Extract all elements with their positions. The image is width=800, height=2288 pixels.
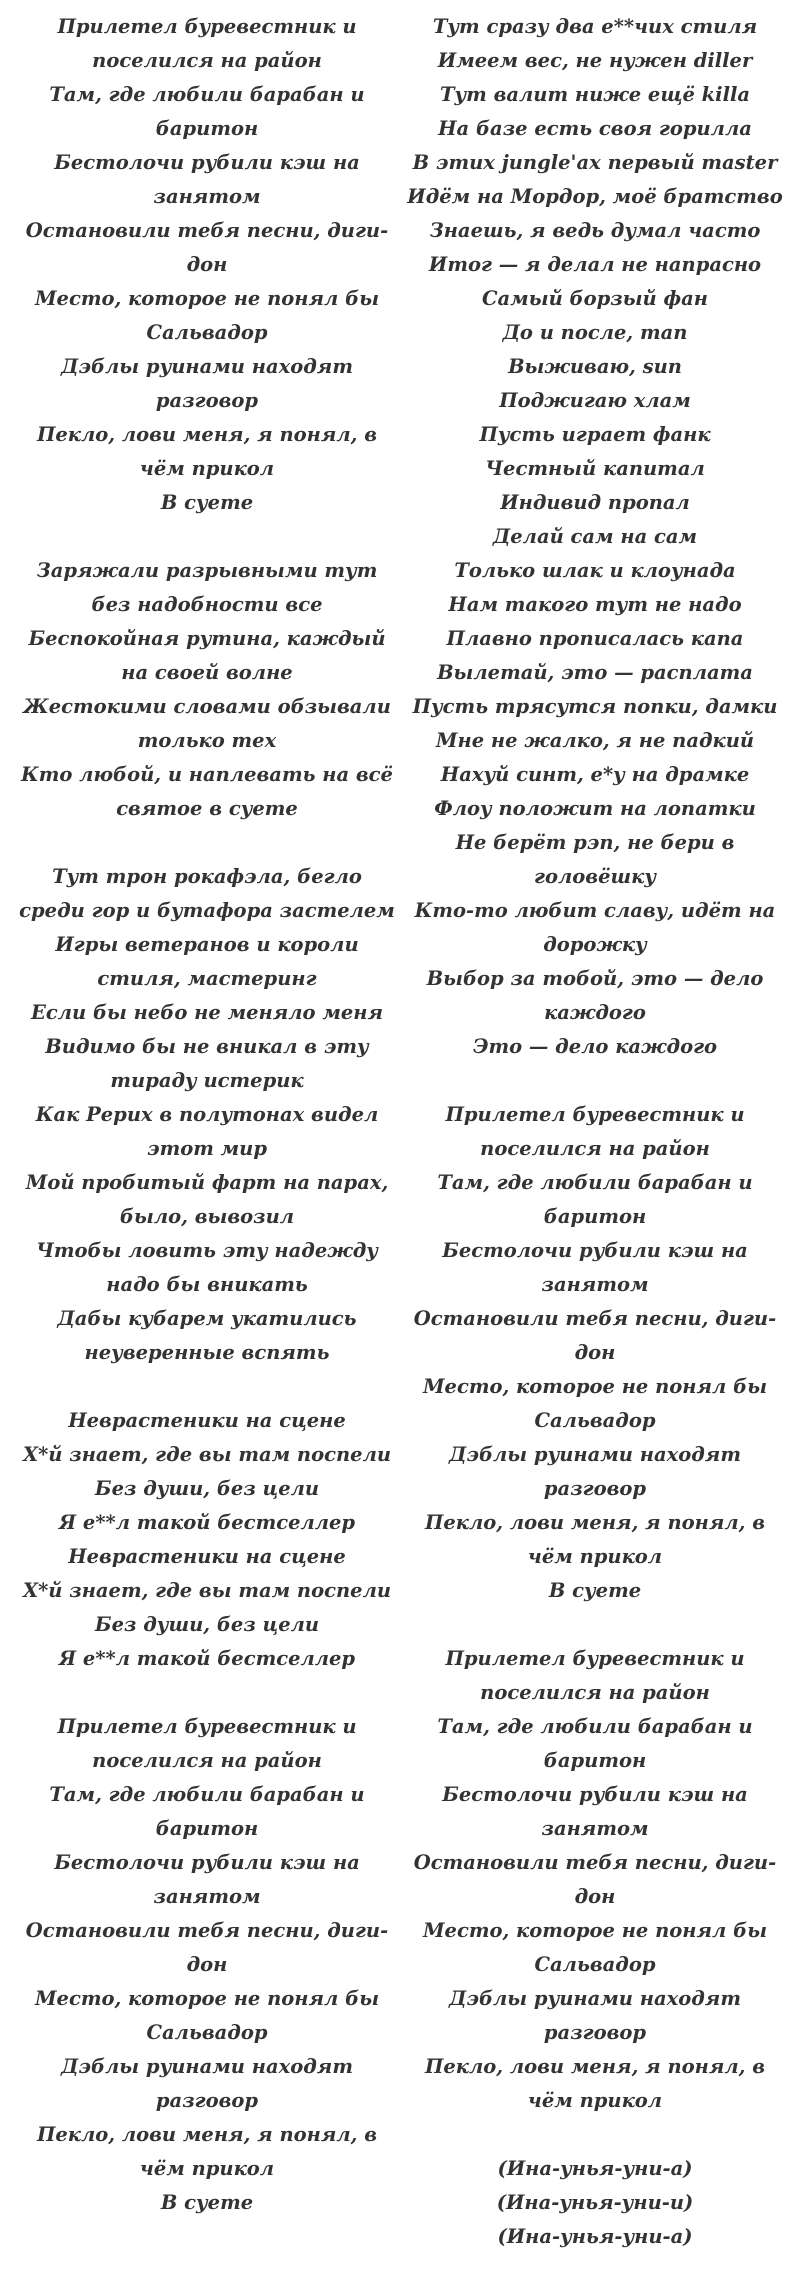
lyric-line: Мне не жалко, я не падкий bbox=[435, 729, 755, 752]
lyric-line: Чтобы ловить эту надежду надо бы вникать bbox=[36, 1239, 378, 1296]
lyric-line: Прилетел буревестник и поселился на район bbox=[445, 1647, 745, 1704]
lyric-line: Пекло, лови меня, я понял, в чём прикол bbox=[424, 2055, 766, 2112]
lyric-line: Нам такого тут не надо bbox=[448, 593, 742, 616]
lyric-line: Не берёт рэп, не бери в головёшку bbox=[455, 831, 735, 888]
stanza bbox=[406, 2152, 784, 2254]
lyric-line: Дэблы руинами находят разговор bbox=[449, 1443, 741, 1500]
lyric-line: В суете bbox=[160, 491, 254, 514]
lyric-line: Я е**л такой бестселлер bbox=[58, 1647, 356, 1670]
lyric-line: Честный капитал bbox=[485, 457, 705, 480]
lyric-line: Неврастеники на сцене bbox=[68, 1545, 346, 1568]
lyric-line: На базе есть своя горилла bbox=[438, 117, 752, 140]
lyric-line: В этих jungle'ах первый master bbox=[412, 151, 778, 174]
stanza bbox=[18, 1404, 396, 1676]
lyric-line: Дэблы руинами находят разговор bbox=[61, 355, 353, 412]
lyric-line: Место, которое не понял бы Сальвадор bbox=[34, 1987, 380, 2044]
lyric-line: Беспокойная рутина, каждый на своей волне bbox=[28, 627, 386, 684]
lyric-line: Как Рерих в полутонах видел этот мир bbox=[35, 1103, 379, 1160]
lyric-line: Кто-то любит славу, идёт на дорожку bbox=[414, 899, 776, 956]
lyric-line: Бестолочи рубили кэш на занятом bbox=[442, 1239, 748, 1296]
lyric-line: Место, которое не понял бы Сальвадор bbox=[422, 1375, 768, 1432]
lyric-line: Плавно прописалась капа bbox=[446, 627, 744, 650]
lyric-line: Неврастеники на сцене bbox=[68, 1409, 346, 1432]
lyric-line: Видимо бы не вникал в эту тираду истерик bbox=[45, 1035, 369, 1092]
lyric-line: Пекло, лови меня, я понял, в чём прикол bbox=[36, 2123, 378, 2180]
lyric-line: Тут валит ниже ещё killa bbox=[439, 83, 751, 106]
lyric-line: Поджигаю хлам bbox=[499, 389, 691, 412]
lyric-line: Знаешь, я ведь думал часто bbox=[429, 219, 761, 242]
lyric-line: Тут сразу два е**чих стиля bbox=[432, 15, 758, 38]
lyric-line: Место, которое не понял бы Сальвадор bbox=[422, 1919, 768, 1976]
lyric-line: Делай сам на сам bbox=[492, 525, 698, 548]
lyric-line: Дэблы руинами находят разговор bbox=[449, 1987, 741, 2044]
lyric-line: Дэблы руинами находят разговор bbox=[61, 2055, 353, 2112]
lyric-line: Без души, без цели bbox=[94, 1613, 320, 1636]
lyric-line: Итог — я делал не напрасно bbox=[428, 253, 762, 276]
lyric-line: Вылетай, это — расплата bbox=[437, 661, 753, 684]
lyric-line: Пусть трясутся попки, дамки bbox=[412, 695, 778, 718]
lyric-line: Бестолочи рубили кэш на занятом bbox=[54, 151, 360, 208]
lyric-line: Заряжали разрывными тут без надобности все bbox=[36, 559, 378, 616]
lyric-line: Тут трон рокафэла, бегло среди гор и бутафора застелем bbox=[19, 865, 395, 922]
lyric-line: Самый борзый фан bbox=[482, 287, 708, 310]
lyric-line: Флоу положит на лопатки bbox=[434, 797, 756, 820]
lyric-line: Х*й знает, где вы там поспели bbox=[22, 1443, 392, 1466]
lyric-line: Только шлак и клоунада bbox=[454, 559, 736, 582]
stanza bbox=[18, 554, 396, 826]
lyric-line: Индивид пропал bbox=[500, 491, 690, 514]
lyric-line: Там, где любили барабан и баритон bbox=[49, 83, 365, 140]
lyric-line: Х*й знает, где вы там поспели bbox=[22, 1579, 392, 1602]
lyrics-column-left bbox=[18, 10, 396, 2254]
lyric-line: До и после, тап bbox=[502, 321, 688, 344]
stanza bbox=[406, 10, 784, 1064]
lyric-line: Выживаю, sun bbox=[508, 355, 682, 378]
lyric-line: Идём на Мордор, моё братство bbox=[407, 185, 783, 208]
lyric-line: (Ина-унья-уни-а) bbox=[497, 2157, 693, 2180]
lyric-line: Остановили тебя песни, диги-дон bbox=[413, 1307, 777, 1364]
lyric-line: Остановили тебя песни, диги-дон bbox=[25, 219, 389, 276]
stanza bbox=[406, 1098, 784, 1608]
lyric-line: Остановили тебя песни, диги-дон bbox=[413, 1851, 777, 1908]
lyric-line: В суете bbox=[160, 2191, 254, 2214]
lyric-line: Прилетел буревестник и поселился на район bbox=[57, 15, 357, 72]
lyric-line: Имеем вес, не нужен diller bbox=[437, 49, 753, 72]
lyric-line: Место, которое не понял бы Сальвадор bbox=[34, 287, 380, 344]
lyric-line: (Ина-унья-уни-и) bbox=[496, 2191, 694, 2214]
lyric-line: Если бы небо не меняло меня bbox=[30, 1001, 384, 1024]
lyric-line: Там, где любили барабан и баритон bbox=[437, 1171, 753, 1228]
stanza bbox=[18, 1710, 396, 2220]
lyric-line: Там, где любили барабан и баритон bbox=[49, 1783, 365, 1840]
lyric-line: Без души, без цели bbox=[94, 1477, 320, 1500]
stanza bbox=[406, 1642, 784, 2118]
lyric-line: Пекло, лови меня, я понял, в чём прикол bbox=[36, 423, 378, 480]
lyric-line: Прилетел буревестник и поселился на район bbox=[445, 1103, 745, 1160]
lyric-line: Нахуй синт, е*у на драмке bbox=[440, 763, 750, 786]
lyric-line: Пусть играет фанк bbox=[479, 423, 711, 446]
lyric-line: (Ина-унья-уни-а) bbox=[497, 2225, 693, 2248]
lyric-line: Мой пробитый фарт на парах, было, вывозил bbox=[25, 1171, 389, 1228]
lyric-line: Это — дело каждого bbox=[472, 1035, 718, 1058]
lyric-line: Жестокими словами обзывали только тех bbox=[23, 695, 391, 752]
lyric-line: Выбор за тобой, это — дело каждого bbox=[426, 967, 764, 1024]
lyric-line: Кто любой, и наплевать на всё святое в суете bbox=[21, 763, 393, 820]
lyric-line: Остановили тебя песни, диги-дон bbox=[25, 1919, 389, 1976]
lyric-line: Бестолочи рубили кэш на занятом bbox=[442, 1783, 748, 1840]
lyrics-column-right bbox=[406, 10, 784, 2288]
lyric-line: Бестолочи рубили кэш на занятом bbox=[54, 1851, 360, 1908]
lyric-line: Дабы кубарем укатились неуверенные вспять bbox=[57, 1307, 357, 1364]
lyric-line: Пекло, лови меня, я понял, в чём прикол bbox=[424, 1511, 766, 1568]
lyric-line: Прилетел буревестник и поселился на район bbox=[57, 1715, 357, 1772]
stanza bbox=[18, 860, 396, 1370]
lyric-line: Я е**л такой бестселлер bbox=[58, 1511, 356, 1534]
stanza bbox=[18, 10, 396, 520]
lyric-line: Игры ветеранов и короли стиля, мастеринг bbox=[55, 933, 359, 990]
lyric-line: В суете bbox=[548, 1579, 642, 1602]
lyric-line: Там, где любили барабан и баритон bbox=[437, 1715, 753, 1772]
